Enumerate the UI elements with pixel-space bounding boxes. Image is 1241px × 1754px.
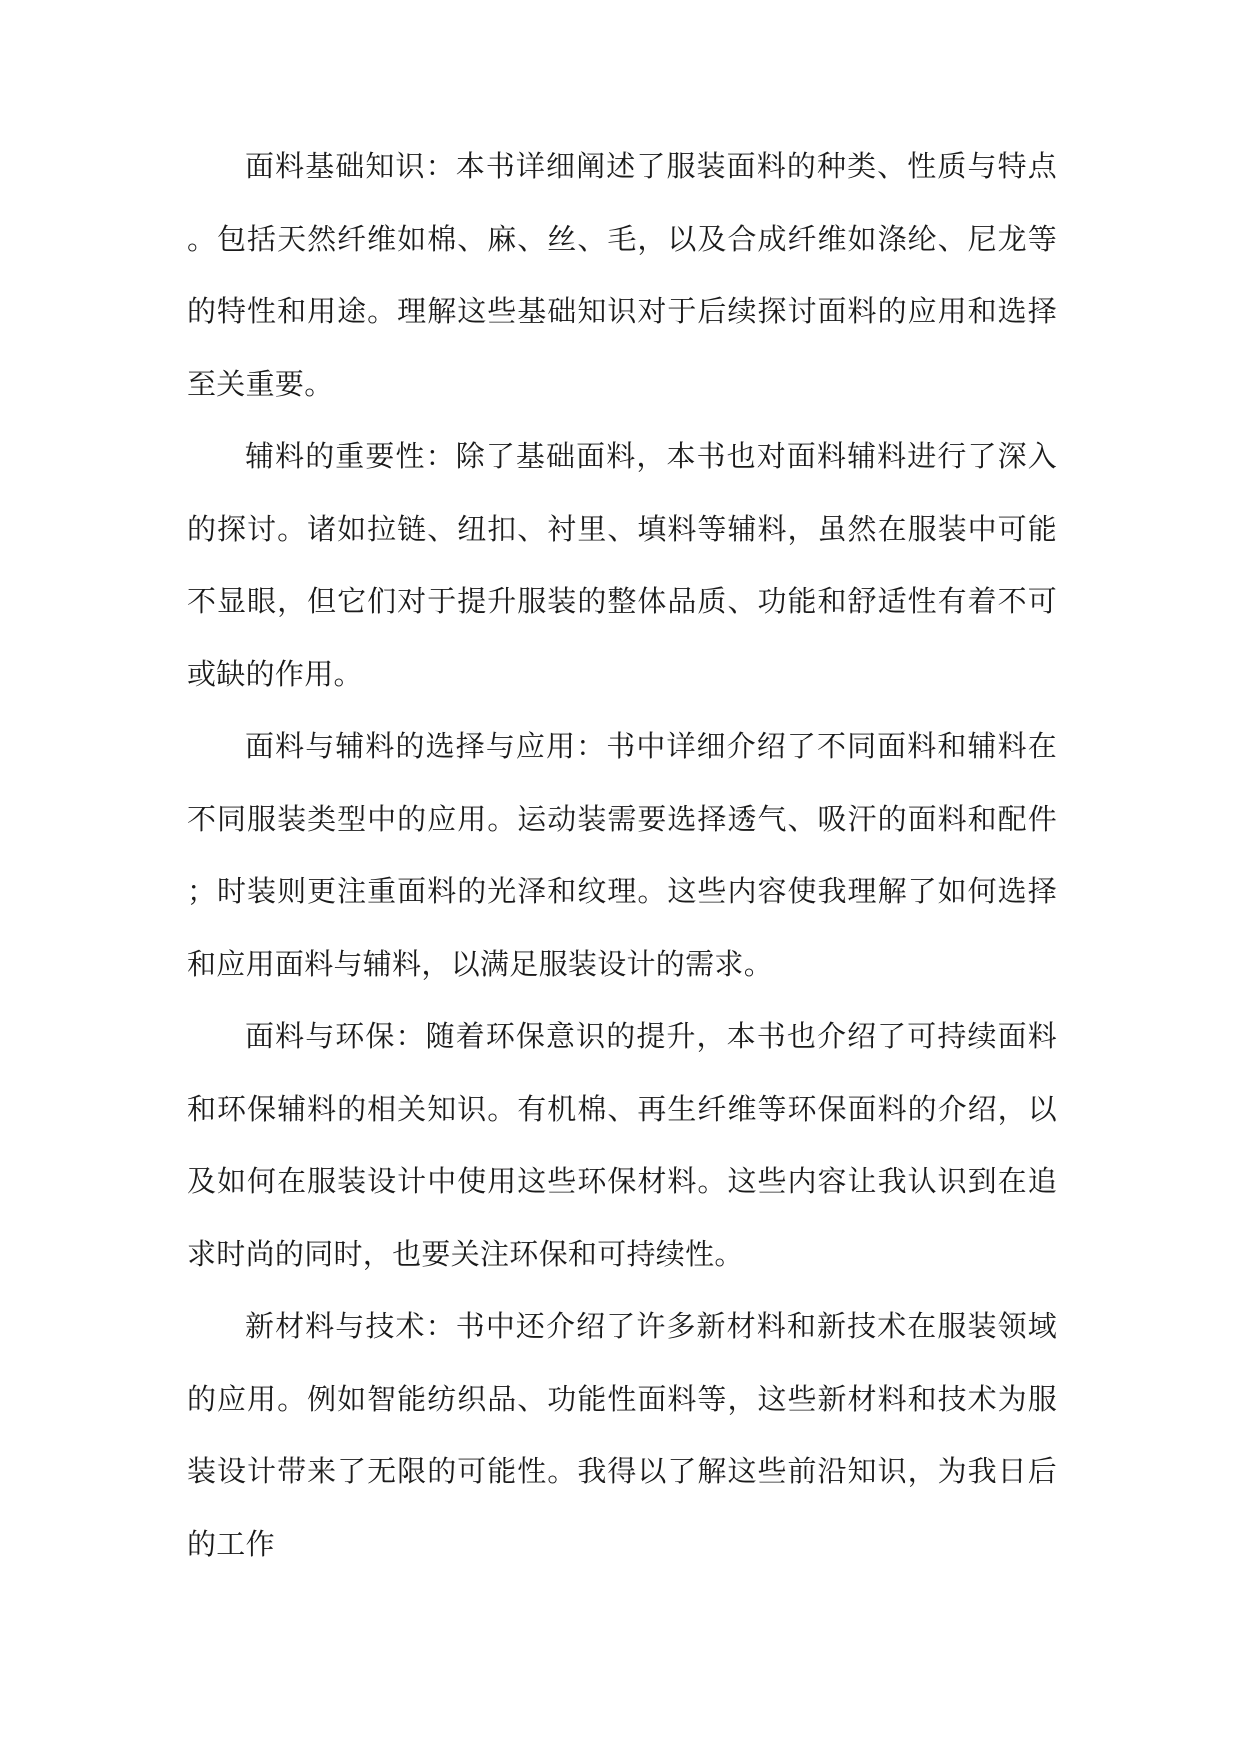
paragraph-selection-application: 面料与辅料的选择与应用：书中详细介绍了不同面料和辅料在不同服装类型中的应用。运动装需要选择透气、吸汗的面料和配件；时装则更注重面料的光泽和纹理。这些内容使我理解了如何选择和应用面料与辅料，以满足服装设计的需求。	[187, 729, 1057, 981]
paragraph-fabric-basics: 面料基础知识：本书详细阐述了服装面料的种类、性质与特点。包括天然纤维如棉、麻、丝、毛，以及合成纤维如涤纶、尼龙等的特性和用途。理解这些基础知识对于后续探讨面料的应用和选择至关重要。	[187, 149, 1057, 401]
paragraph-accessories-importance: 辅料的重要性：除了基础面料，本书也对面料辅料进行了深入的探讨。诸如拉链、纽扣、衬里、填料等辅料，虽然在服装中可能不显眼，但它们对于提升服装的整体品质、功能和舒适性有着不可或缺的作用。	[187, 439, 1057, 691]
paragraph-environment: 面料与环保：随着环保意识的提升，本书也介绍了可持续面料和环保辅料的相关知识。有机棉、再生纤维等环保面料的介绍，以及如何在服装设计中使用这些环保材料。这些内容让我认识到在追求时尚的同时，也要关注环保和可持续性。	[187, 1019, 1057, 1271]
document-page	[187, 130, 1057, 1690]
paragraph-new-materials: 新材料与技术：书中还介绍了许多新材料和新技术在服装领域的应用。例如智能纺织品、功能性面料等，这些新材料和技术为服装设计带来了无限的可能性。我得以了解这些前沿知识，为我日后的工作	[187, 1309, 1057, 1561]
